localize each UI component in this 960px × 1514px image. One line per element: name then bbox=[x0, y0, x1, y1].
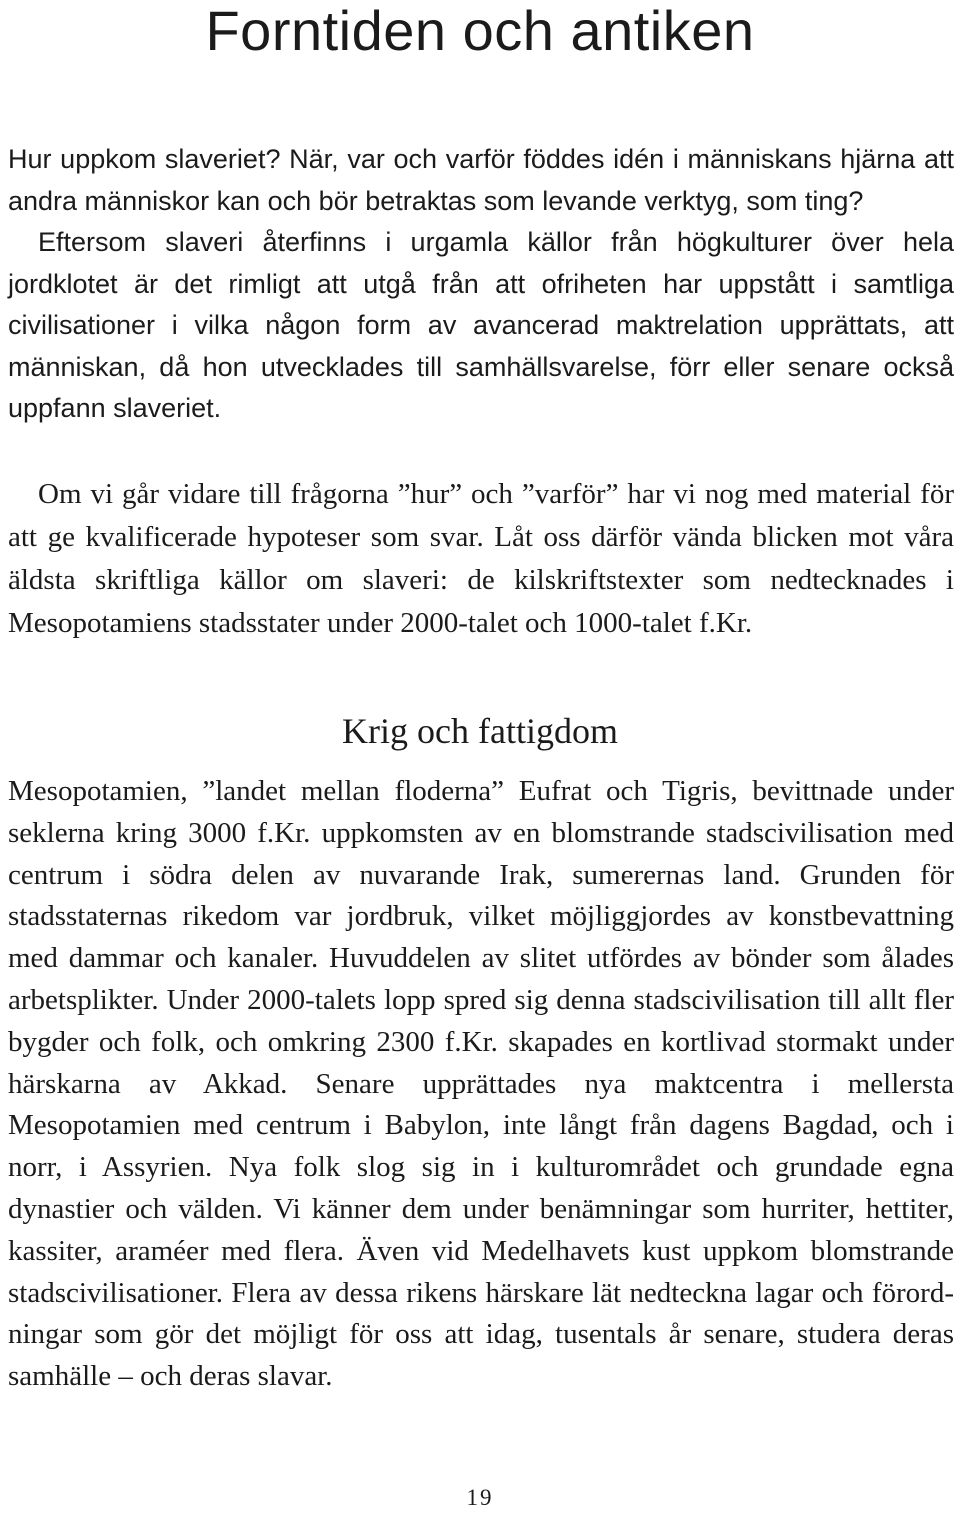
body-text bbox=[8, 473, 954, 645]
section-heading: Krig och fattigdom bbox=[342, 711, 618, 751]
body-paragraph-1: Om vi går vidare till frågorna ”hur” och ”varför” har vi nog med material för att ge kvalificerade hypoteser som svar. Låt oss därför vända blicken mot våra äldsta skriftliga källor om slaveri: de kilskriftstexter som nedtecknades i Mesopotamiens stadsstater under 2000-talet och 1000-talet f.Kr. bbox=[8, 478, 954, 639]
intro-text bbox=[8, 139, 954, 430]
section-text bbox=[8, 771, 954, 1398]
page-number: 19 bbox=[466, 1485, 494, 1510]
intro-paragraph-1: Hur uppkom slaveriet? När, var och varför föddes idén i människans hjärna att andra människor kan och bör betraktas som levande verktyg, som ting? bbox=[8, 144, 954, 216]
intro-paragraph-2: Eftersom slaveri återfinns i urgamla källor från högkulturer över hela jordklotet är det rimligt att utgå från att ofriheten har uppstått i samtliga civilisationer i vilka någon form av avancerad maktrelation upprättats, att människan, då hon utvecklades till samhällsvarelse, förr eller senare också uppfann slaveriet. bbox=[8, 227, 954, 423]
section-paragraph-1: Mesopotamien, ”landet mellan floderna” Eufrat och Tigris, bevittnade under seklerna kring 3000 f.Kr. uppkomsten av en blomstrande stadscivilisation med centrum i södra delen av nuvarande Irak, sumerernas land. Grunden för stadsstaternas rikedom var jordbruk, vilket möjliggjordes av konstbevattning med dammar och kanaler. Huvuddelen av slitet utfördes av bönder som ålades arbetsplikter. Under 2000-talets lopp spred sig denna stadscivilisation till allt fler bygder och folk, och omkring 2300 f.Kr. skapades en kortlivad stormakt under härskarna av Akkad. Senare upprättades nya maktcentra i mellersta Mesopotamien med centrum i Babylon, inte långt från dagens Bagdad, och i norr, i Assyrien. Nya folk slog sig in i kulturområdet och grundade egna dynastier och välden. Vi känner dem under benämningar som hurriter, hettiter, kassiter, araméer med flera. Även vid Medelhavets kust uppkom blomstrande stadscivilisationer. Flera av dessa rikens härskare lät nedteckna lagar och förordningar som gör det möjligt för oss att idag, tusentals år senare, studera deras samhälle – och deras slavar. bbox=[8, 775, 954, 1393]
chapter-title: Forntiden och antiken bbox=[205, 0, 755, 62]
